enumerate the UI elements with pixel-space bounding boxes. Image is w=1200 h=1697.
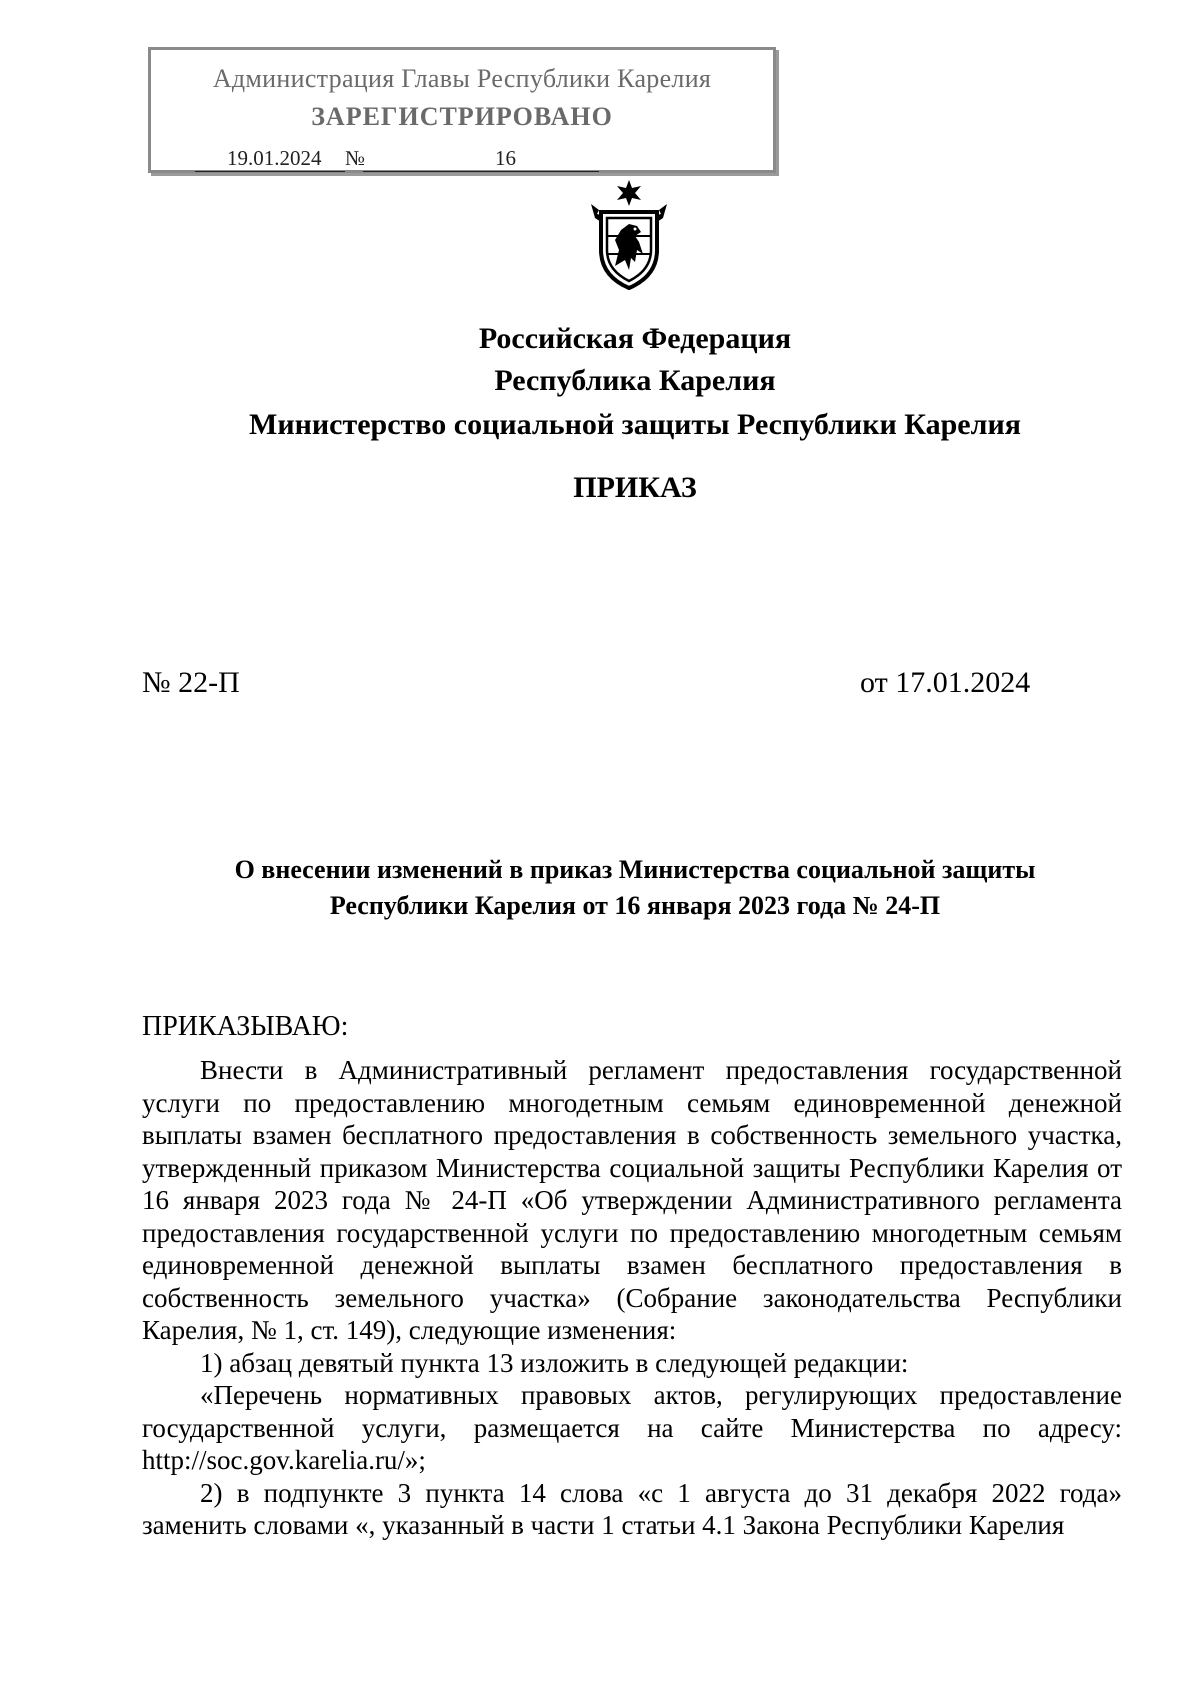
stamp-number-underline [363, 171, 599, 172]
body-paragraph: «Перечень нормативных правовых актов, регулирующих предоставление государственной услуги, размещается на сайте Министерства по адресу: http://soc.gov.karelia.ru/»; [142, 1380, 1122, 1475]
decree-word: ПРИКАЗЫВАЮ: [142, 1011, 349, 1042]
header-ministry: Министерство социальной защиты Республики Карелия [249, 408, 1021, 441]
header-country: Российская Федерация [478, 322, 792, 355]
order-body [142, 1054, 1122, 1542]
body-paragraph: 1) абзац девятый пункта 13 изложить в следующей редакции: [200, 1347, 909, 1378]
karelia-coat-of-arms-icon [585, 180, 673, 290]
stamp-organization: Администрация Главы Республики Карелия [212, 64, 712, 93]
subject-line-1: О внесении изменений в приказ Министерства социальной защиты [234, 855, 1036, 884]
body-paragraph: Внести в Административный регламент предоставления государственной услуги по предоставлению многодетным семьям единовременной денежной выплаты взамен бесплатного предоставления в собственность земельного участка, утвержденный приказом Министерства социальной защиты Республики Карелия от 16 января 2023 года № 24-П «Об утверждении Административного регламента предоставления государственной услуги по предоставлению многодетным семьям единовременной денежной выплаты взамен бесплатного предоставления в собственность земельного участка» (Собрание законодательства Республики Карелия, № 1, ст. 149), следующие изменения: [142, 1055, 1122, 1345]
stamp-date-underline [195, 171, 345, 172]
subject-line-2: Республики Карелия от 16 января 2023 года № 24-П [329, 891, 941, 920]
stamp-date: 19.01.2024 [227, 146, 322, 170]
stamp-number-sign: № [345, 146, 366, 170]
stamp-number: 16 [495, 146, 516, 170]
header-region: Республика Карелия [494, 364, 776, 397]
body-paragraph: 2) в подпункте 3 пункта 14 слова «с 1 августа до 31 декабря 2022 года» заменить словами «, указанный в части 1 статьи 4.1 Закона Республики Карелия [142, 1477, 1122, 1540]
order-number: № 22-П [142, 666, 240, 699]
registration-stamp [148, 47, 776, 173]
document-type: ПРИКАЗ [573, 471, 697, 504]
order-date: от 17.01.2024 [860, 666, 1031, 699]
stamp-status: ЗАРЕГИСТРИРОВАНО [311, 102, 613, 131]
stamp-registration-line [195, 146, 605, 172]
